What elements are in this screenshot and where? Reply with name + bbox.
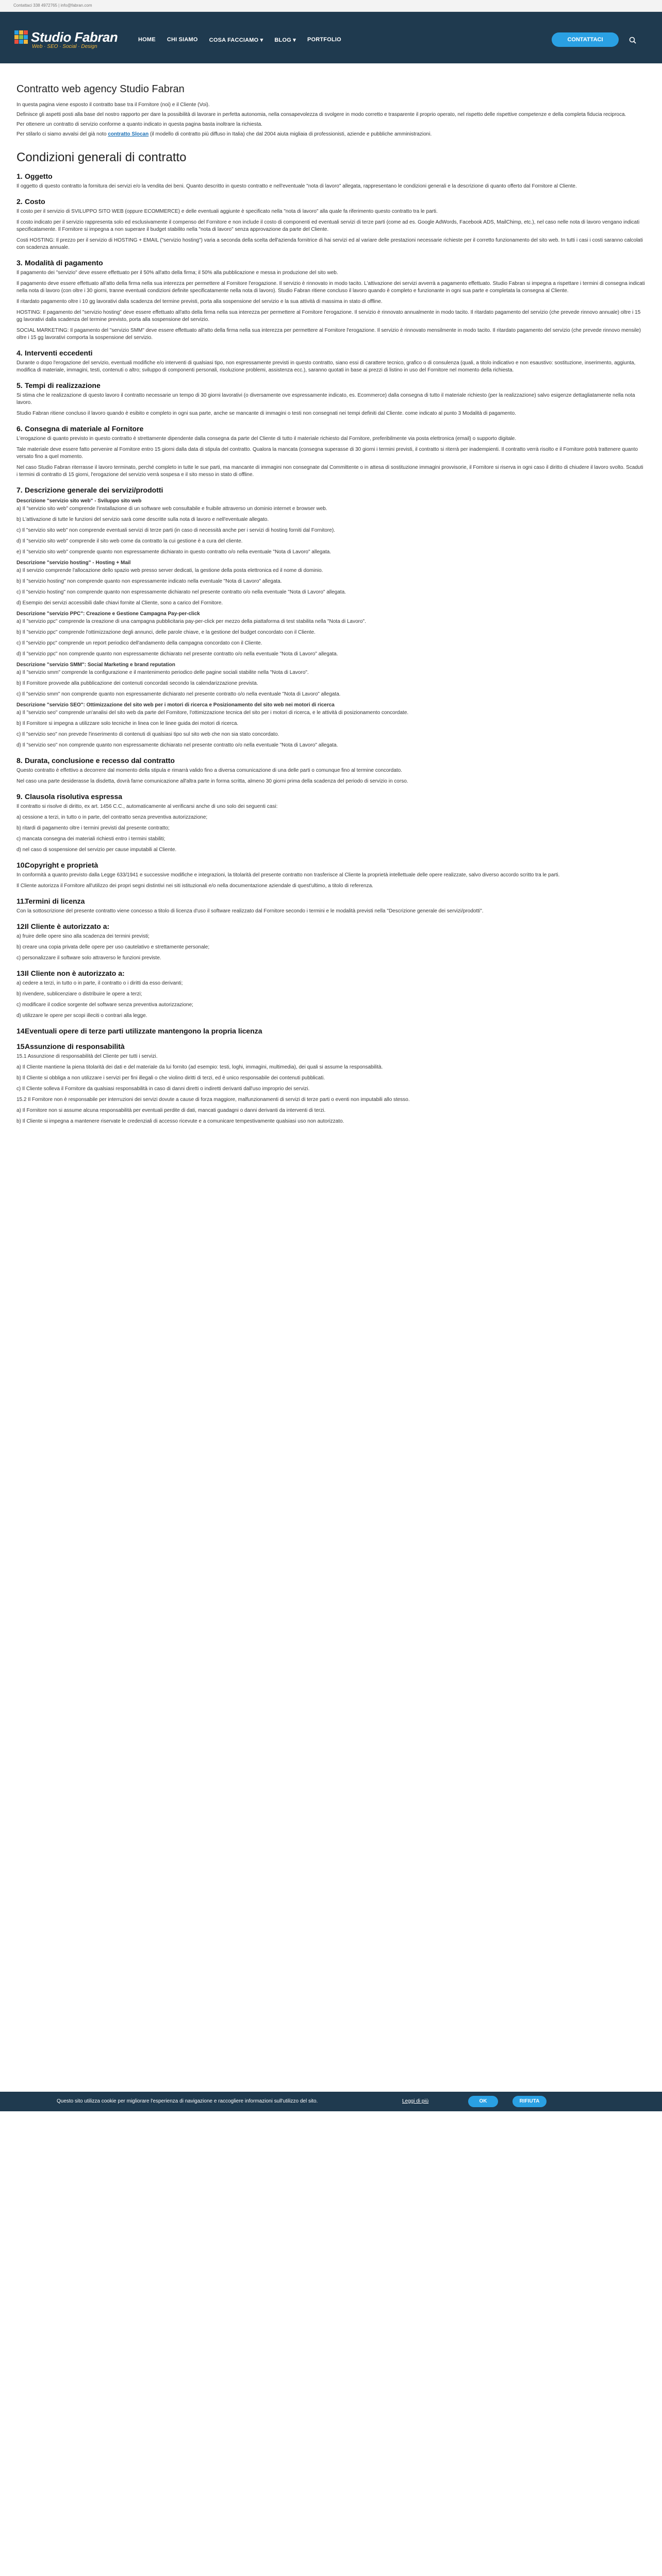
section-paragraph: Il costo indicato per il servizio rappresenta solo ed esclusivamente il compenso del Fornitore e non include il costo di componenti ed eventuali servizi di terze parti (come ad es. Google AdWords, Facebook ADS, MailChimp, etc.), nel caso nelle nota di lavoro vengano indicati specificatamente. Il Fornitore si impegna a non superare il budget stabilito nella "nota di lavoro" senza approvazione da parte del Cliente. bbox=[16, 219, 640, 232]
list-item: b) Il "servizio ppc" comprende l'ottimizzazione degli annunci, delle parole chiave, e la gestione del budget concordato con il Cliente. bbox=[16, 630, 316, 635]
list-item: b) rivendere, sublicenziare o distribuire le opere a terzi; bbox=[16, 991, 142, 997]
page-title: Contratto web agency Studio Fabran bbox=[16, 83, 185, 95]
list-item: c) modificare il codice sorgente del software senza preventiva autorizzazione; bbox=[16, 1002, 193, 1008]
section-paragraph: Si stima che le realizzazione di questo lavoro il contratto necessarie un tempo di 30 giorni lavorativi (o diversamente ove espressamente indicato, es. Ecommerce) dalla consegna di tutto il materiale richiesto (per la realizzazione) salvo esigenze dettagliatamente nella nota lavoro. bbox=[16, 393, 635, 405]
list-item: b) Il Cliente si impegna a mantenere riservate le credenziali di accesso ricevute e a comunicare tempestivamente qualsiasi uso non autorizzato. bbox=[16, 1118, 344, 1124]
list-item: b) ritardi di pagamento oltre i termini previsti dal presente contratto; bbox=[16, 825, 170, 831]
list-item: c) Il "servizio sito web" non comprende eventuali servizi di terze parti (in caso di necessità anche per i servizi di hosting forniti dal Fornitore). bbox=[16, 528, 335, 533]
section-paragraph: Il pagamento dei "servizio" deve essere effettuato per il 50% all'atto della firma; il 50% alla pubblicazione e messa in produzione del sito web. bbox=[16, 270, 338, 276]
section-title-text: Assunzione di responsabilità bbox=[25, 1042, 125, 1050]
list-item: b) Il Cliente si obbliga a non utilizzare i servizi per fini illegali o che violino diritti di terzi, ed è unico responsabile dei contenuti pubblicati. bbox=[16, 1075, 325, 1081]
section-title-text: Consegna di materiale al Fornitore bbox=[25, 425, 144, 433]
section-title-text: Il Cliente non è autorizzato a: bbox=[25, 969, 125, 977]
section-title bbox=[16, 349, 646, 357]
intro-paragraph: Definisce gli aspetti posti alla base del nostro rapporto per dare la possibilità di lavorare in perfetta autonomia, nella consapevolezza di svolgere in modo corretto e trasparente il proprio operato, nel rispetto delle rispettive competenze e della completa fiducia reciproca. bbox=[16, 112, 626, 117]
section-number: 4. bbox=[16, 349, 23, 357]
section-paragraph: Durante o dopo l'erogazione del servizio, eventuali modifiche e/o interventi di qualsiasi tipo, non espressamente previsti in questo contratto, siano essi di carattere tecnico, grafico o di consulenza (quali, a titolo indicativo e non esaustivo: sostituzione, inserimento, aggiunta, modifica di materiale, immagini, testi, contenuti o altro; sviluppo di componenti personali, risoluzione problemi, assistenza ecc.), saranno quotati in base ai prezzi di listino in uso del Fornitore nel momento della richiesta. bbox=[16, 360, 636, 373]
subsection-title: Descrizione "servizio sito web" - Sviluppo sito web bbox=[16, 498, 142, 504]
list-item: a) Il Fornitore non si assume alcuna responsabilità per eventuali perdite di dati, mancati guadagni o danni derivanti da interventi di terzi. bbox=[16, 1108, 326, 1113]
list-item: a) Il "servizio sito web" comprende l'installazione di un software web consultabile e fruibile attraverso un dominio internet e browser web. bbox=[16, 506, 327, 512]
section-paragraph: Il ritardato pagamento oltre i 10 gg lavorativi dalla scadenza del termine previsti, porta alla sospensione del servizio e la sua attività di massima in stato di offline. bbox=[16, 299, 383, 304]
section-title-text: Descrizione generale dei servizi/prodotti bbox=[25, 486, 163, 494]
section-number: 15. bbox=[16, 1042, 27, 1050]
list-item: a) Il "servizio seo" comprende un'analisi del sito web da parte del Fornitore, l'ottimizzazione tecnica del sito per i motori di ricerca, e le attività di posizionamento concordate. bbox=[16, 710, 409, 716]
list-item: a) Il servizio comprende l'allocazione dello spazio web presso server dedicati, la gestione della posta elettronica ed il nome di dominio. bbox=[16, 568, 323, 573]
section-title bbox=[16, 425, 646, 433]
slocan-contract-link[interactable]: contratto Slocan bbox=[108, 131, 149, 137]
list-item: c) mancata consegna dei materiali richiesti entro i termini stabiliti; bbox=[16, 836, 166, 842]
section-title bbox=[16, 861, 646, 869]
section-number: 8. bbox=[16, 756, 23, 765]
section-title-text: Modalità di pagamento bbox=[25, 259, 103, 267]
section-paragraph: HOSTING: Il pagamento del "servizio hosting" deve essere effettuato all'atto della firma nella sua interezza per permettere al Fornitore l'erogazione. Il servizio è rinnovato annualmente in modo tacito. Il ritardato pagamento del servizio (che prevede rinnovo annuale) oltre i 15 gg lavorativi dalla scadenza del termine previsto, porta alla sospensione del servizio. bbox=[16, 310, 641, 323]
logo[interactable] bbox=[14, 29, 123, 50]
list-item: d) Il "servizio sito web" comprende il sito web come da contratto la cui gestione è a cura del cliente. bbox=[16, 538, 243, 544]
list-item: 15.1 Assunzione di responsabilità del Cliente per tutti i servizi. bbox=[16, 1054, 158, 1059]
list-item: 15.2 Il Fornitore non è responsabile per interruzioni dei servizi dovute a cause di forza maggiore, malfunzionamenti di servizi di terze parti o eventi non imputabili allo stesso. bbox=[16, 1097, 410, 1103]
section-number: 9. bbox=[16, 792, 23, 801]
section-title-text: Copyright e proprietà bbox=[25, 861, 98, 869]
section-title bbox=[16, 381, 646, 389]
cookie-text: Questo sito utilizza cookie per migliorare l'esperienza di navigazione e raccogliere informazioni sull'utilizzo del sito. bbox=[57, 2098, 318, 2104]
section-title bbox=[16, 922, 646, 930]
conditions-title: Condizioni generali di contratto bbox=[16, 150, 187, 164]
section-paragraph: Con la sottoscrizione del presente contratto viene concesso a titolo di licenza d'uso il software realizzato dal Fornitore secondo i termini e le modalità previsti nella "Descrizione generale dei servizi/prodotti". bbox=[16, 908, 484, 914]
list-item: d) nel caso di sospensione del servizio per cause imputabili al Cliente. bbox=[16, 847, 177, 853]
list-item: c) Il "servizio smm" non comprende quanto non espressamente dichiarato nel presente contratto o/o nella eventuale "Nota di Lavoro" allegata. bbox=[16, 691, 341, 697]
list-item: a) Il Cliente mantiene la piena titolarità dei dati e del materiale da lui fornito (ad esempio: testi, loghi, immagini, multimedia), dei quali si assume la responsabilità. bbox=[16, 1064, 383, 1070]
logo-mark-icon bbox=[14, 30, 28, 48]
subsection-title: Descrizione "servizio SMM": Social Marketing e brand reputation bbox=[16, 662, 175, 668]
list-item: a) fruire delle opere sino alla scadenza dei termini previsti; bbox=[16, 934, 150, 939]
section-title bbox=[16, 486, 646, 494]
section-title bbox=[16, 897, 646, 905]
section-title bbox=[16, 197, 646, 206]
section-title-text: Clausola risolutiva espressa bbox=[25, 792, 123, 801]
credits-paragraph bbox=[16, 131, 646, 138]
nav-portfolio[interactable]: PORTFOLIO bbox=[307, 37, 341, 43]
section-number: 13. bbox=[16, 969, 27, 977]
cookie-accept-button[interactable]: OK bbox=[468, 2096, 498, 2107]
intro-paragraph: In questa pagina viene esposto il contratto base tra il Fornitore (noi) e il Cliente (Voi). bbox=[16, 102, 210, 108]
list-item: a) Il "servizio ppc" comprende la creazione di una campagna pubblicitaria pay-per-click per mezzo della piattaforma di test stabilita nella "Nota di Lavoro". bbox=[16, 619, 366, 624]
section-paragraph: Studio Fabran ritiene concluso il lavoro quando è esibito e completo in ogni sua parte, anche se mancante di immagini o testi non consegnati nei tempi definiti dal Cliente. come indicato al punto 3 Modalità di pagamento. bbox=[16, 411, 516, 416]
nav-blog-label: BLOG bbox=[274, 37, 291, 43]
subsection-title: Descrizione "servizio SEO": Ottimizzazione del sito web per i motori di ricerca e Posizionamento del sito web nei motori di ricerca bbox=[16, 702, 335, 708]
section-title bbox=[16, 172, 646, 180]
list-item: d) Il "servizio ppc" non comprende quanto non espressamente dichiarato nel presente contratto o/o nella eventuale "Nota di Lavoro" allegata. bbox=[16, 651, 338, 657]
search-icon[interactable] bbox=[629, 37, 636, 44]
section-paragraph: Il Cliente autorizza il Fornitore all'utilizzo dei propri segni distintivi nei siti istituzionali e/o nella documentazione aziendale di quest'ultimo, a titolo di referenza. bbox=[16, 883, 373, 889]
cookie-bar bbox=[0, 2092, 662, 2111]
section-number: 14. bbox=[16, 1027, 27, 1035]
section-title-text: Tempi di realizzazione bbox=[25, 381, 101, 389]
section-title-text: Interventi eccedenti bbox=[25, 349, 93, 357]
section-title bbox=[16, 1027, 646, 1035]
logo-subtitle: Web · SEO · Social · Design bbox=[32, 44, 97, 49]
section-title-text: Termini di licenza bbox=[25, 897, 85, 905]
section-paragraph: Il oggetto di questo contratto la fornitura dei servizi e/o la vendita dei beni. Quanto descritto in questo contratto e nell'eventuale "nota di lavoro" allegata, rappresentano le condizioni generali e la descrizione di quanto offerto dal Fornitore al Cliente. bbox=[16, 183, 577, 189]
contact-button[interactable]: CONTATTACI bbox=[552, 32, 619, 47]
logo-title: Studio Fabran bbox=[31, 29, 118, 45]
credits-after: (il modello di contratto più diffuso in Italia) che dal 2004 aiuta migliaia di professionisti, aziende e pubbliche amministrazioni. bbox=[148, 131, 432, 137]
main-content bbox=[16, 83, 646, 1129]
credits-before: Per stilarlo ci siamo avvalsi del già noto bbox=[16, 131, 108, 137]
section-title-text: Oggetto bbox=[25, 172, 53, 180]
section-paragraph: Il costo per il servizio di SVILUPPO SITO WEB (oppure ECOMMERCE) e delle eventuali aggiunte è specificato nella "nota di lavoro" alla quale fa riferimento questo contratto tra le parti. bbox=[16, 209, 438, 214]
site-header bbox=[0, 12, 662, 63]
list-item: d) Il "servizio seo" non comprende quanto non espressamente dichiarato nel presente contratto o/o nella eventuale "Nota di Lavoro" allegata. bbox=[16, 742, 338, 748]
section-number: 10. bbox=[16, 861, 27, 869]
section-paragraph: L'erogazione di quanto previsto in questo contratto è strettamente dipendente dalla consegna da parte del Cliente di tutto il materiale richiesto dal Fornitore, preferibilmente via posta elettronica (email) o supporto digitale. bbox=[16, 436, 517, 442]
section-paragraph: Questo contratto è effettivo a decorrere dal momento della stipula e rimarrà valido fino a diversa comunicazione di una delle parti o comunque fino al termine concordato. bbox=[16, 768, 403, 773]
list-item: c) personalizzare il software solo attraverso le funzioni previste. bbox=[16, 955, 161, 961]
section-number: 3. bbox=[16, 259, 23, 267]
list-item: c) Il "servizio hosting" non comprende quanto non espressamente dichiarato nel presente contratto o/o nella eventuale "Nota di Lavoro" allegata. bbox=[16, 589, 346, 595]
list-item: a) cedere a terzi, in tutto o in parte, il contratto o i diritti da esso derivanti; bbox=[16, 980, 183, 986]
section-number: 2. bbox=[16, 197, 23, 206]
list-item: b) creare una copia privata delle opere per uso cautelativo e strettamente personale; bbox=[16, 944, 210, 950]
list-item: c) Il Cliente solleva il Fornitore da qualsiasi responsabilità in caso di danni diretti o indiretti derivanti dall'uso improprio dei servizi. bbox=[16, 1086, 310, 1092]
section-number: 1. bbox=[16, 172, 23, 180]
cookie-reject-button[interactable]: RIFIUTA bbox=[512, 2096, 547, 2107]
top-contact-text: Contattaci 338 4972765 | info@fabran.com bbox=[13, 3, 92, 8]
section-paragraph: Il contratto si risolve di diritto, ex art. 1456 C.C., automaticamente al verificarsi anche di uno solo dei seguenti casi: bbox=[16, 804, 278, 809]
nav-cosa-facciamo-label: COSA FACCIAMO bbox=[209, 37, 259, 43]
section-title-text: Durata, conclusione e recesso dal contratto bbox=[25, 756, 175, 765]
list-item: b) Il "servizio hosting" non comprende quanto non espressamente indicato nella eventuale "Nota di Lavoro" allegata. bbox=[16, 579, 282, 584]
list-item: a) Il "servizio smm" comprende la configurazione e il mantenimento periodico delle pagine sociali stabilite nella "Nota di Lavoro". bbox=[16, 670, 309, 675]
section-title bbox=[16, 969, 646, 977]
section-title-text: Il Cliente è autorizzato a: bbox=[25, 922, 110, 930]
section-title-text: Eventuali opere di terze parti utilizzate mantengono la propria licenza bbox=[25, 1027, 262, 1035]
list-item: b) Il Fornitore provvede alla pubblicazione dei contenuti concordati secondo la calendarizzazione prevista. bbox=[16, 681, 258, 686]
section-title bbox=[16, 792, 646, 801]
subsection-title: Descrizione "servizio hosting" - Hosting + Mail bbox=[16, 560, 131, 566]
list-item: a) cessione a terzi, in tutto o in parte, del contratto senza preventiva autorizzazione; bbox=[16, 815, 208, 820]
cookie-read-more-link[interactable]: Leggi di più bbox=[402, 2098, 429, 2104]
list-item: b) Il Fornitore si impegna a utilizzare solo tecniche in linea con le linee guida dei motori di ricerca. bbox=[16, 721, 239, 726]
list-item: d) utilizzare le opere per scopi illeciti o contrari alla legge. bbox=[16, 1013, 147, 1019]
section-title bbox=[16, 1042, 646, 1050]
list-item: d) Esempio dei servizi accessibili dalle chiavi fornite al Cliente, sono a carico del Fornitore. bbox=[16, 600, 223, 606]
section-number: 7. bbox=[16, 486, 23, 494]
nav-chi-siamo[interactable]: CHI SIAMO bbox=[167, 37, 198, 43]
chevron-down-icon: ▾ bbox=[293, 37, 296, 43]
list-item: e) Il "servizio sito web" comprende quanto non espressamente dichiarato in questo contratto o/o nella eventuale "Nota di Lavoro" allegata. bbox=[16, 549, 332, 555]
section-paragraph: SOCIAL MARKETING: Il pagamento del "servizio SMM" deve essere effettuato all'atto della firma nella sua interezza per permettere al Fornitore l'erogazione. Il servizio è rinnovato mensilmente in modo tacito. Il ritardato pagamento del servizio (che prevede rinnovo mensile) oltre i 15 gg lavorativi comporta la sospensione del servizio. bbox=[16, 328, 641, 341]
section-number: 11. bbox=[16, 897, 26, 905]
nav-blog[interactable] bbox=[274, 37, 296, 43]
section-paragraph: Tale materiale deve essere fatto pervenire al Fornitore entro 15 giorni dalla data di stipula del contratto. Qualora la mancata (consegna superasse di 30 giorni i termini previsti, il contratto si riterrà per inadempienti. Il contratto verrà risolto e il Fornitore potrà trattenere quanto versato fino a quel momento. bbox=[16, 447, 638, 460]
section-paragraph: Nel caso Studio Fabran riterrasse il lavoro terminato, perché completo in tutte le sue parti, ma mancante di immagini non consegnate dal Committente o in attesa di sostituzione immagini provvisorie, il Fornitore si riserva in ogni caso il diritto di chiudere il lavoro svolto. Scaduti i termini di contratto di 15 giorni, l'erogazione del servizio verrà sospesa e il sito messo in stato di offline. bbox=[16, 465, 643, 478]
section-paragraph: Costi HOSTING: Il prezzo per il servizio di HOSTING + EMAIL ("servizio hosting") varia a seconda della scelta dell'azienda fornitrice di hai servizi ed al variare delle prestazioni necessarie richieste per il corretto funzionamento del sito web. In tutti i casi i costi saranno calcolati con scadenza annuale. bbox=[16, 238, 643, 250]
list-item: c) Il "servizio ppc" comprende un report periodico dell'andamento della campagna concordato con il Cliente. bbox=[16, 640, 262, 646]
main-nav bbox=[138, 37, 341, 43]
section-title bbox=[16, 756, 646, 765]
section-paragraph: Il pagamento deve essere effettuato all'atto della firma nella sua interezza per permettere al Fornitore l'erogazione. Il servizio è rinnovato in modo tacito. L'attivazione dei servizi avverrà a pagamento effettuato. Studio Fabran si impegna a rispettare i termini di consegna indicati nella nota di lavoro (con oltre i 30 giorni, tranne eventuali condizioni definite specificatamente nella nota di lavoro). Studio Fabran ritiene concluso il lavoro quando è completo e funzionante in ogni sua parte e completata la consegna al Cliente. bbox=[16, 281, 645, 294]
nav-home[interactable]: HOME bbox=[138, 37, 156, 43]
intro-paragraph: Per ottenere un contratto di servizio conforme a quanto indicato in questa pagina basta inoltrare la richiesta. bbox=[16, 122, 262, 127]
section-number: 12. bbox=[16, 922, 27, 930]
section-title-text: Costo bbox=[25, 197, 45, 206]
section-paragraph: In conformità a quanto previsto dalla Legge 633/1941 e successive modifiche e integrazioni, la titolarità del presente contratto non trasferisce al Cliente la proprietà intellettuale delle opere realizzate, salvo diverso accordo scritto tra le parti. bbox=[16, 872, 560, 878]
section-number: 5. bbox=[16, 381, 23, 389]
list-item: b) L'attivazione di tutte le funzioni del servizio sarà come descritte sulla nota di lavoro e nell'eventuale allegato. bbox=[16, 517, 269, 522]
section-title bbox=[16, 259, 646, 267]
top-contact-bar bbox=[0, 0, 662, 12]
subsection-title: Descrizione "servizio PPC": Creazione e Gestione Campagna Pay-per-click bbox=[16, 611, 200, 617]
nav-cosa-facciamo[interactable] bbox=[209, 37, 263, 43]
section-paragraph: Nel caso una parte desiderasse la disdetta, dovrà farne comunicazione all'altra parte in forma scritta, almeno 30 giorni prima della scadenza del periodo di servizio in corso. bbox=[16, 778, 408, 784]
chevron-down-icon: ▾ bbox=[260, 37, 263, 43]
section-number: 6. bbox=[16, 425, 23, 433]
list-item: c) Il "servizio seo" non prevede l'inserimento di contenuti di qualsiasi tipo sul sito web che non sia stato concordato. bbox=[16, 732, 279, 737]
intro bbox=[16, 101, 646, 138]
